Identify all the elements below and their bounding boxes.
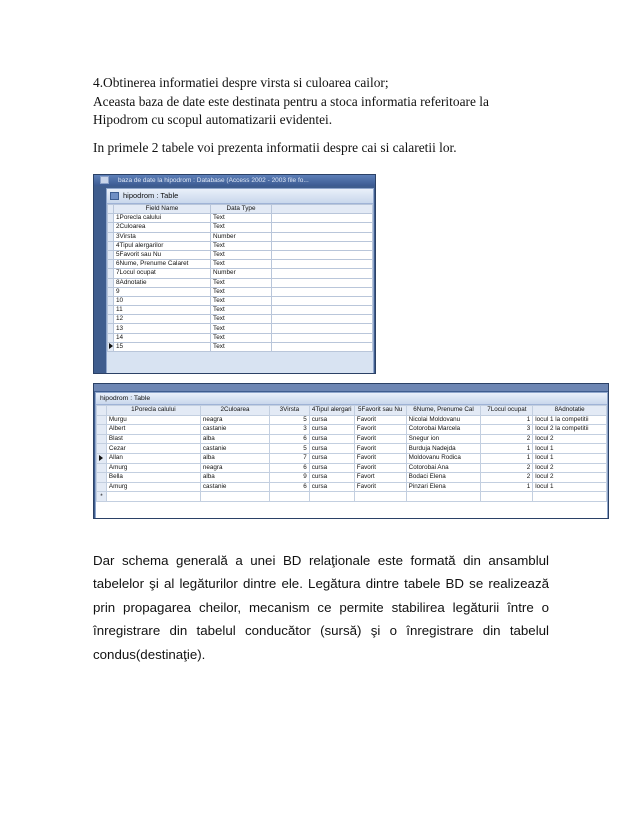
table-row[interactable] [97,463,607,473]
field-name-cell[interactable]: 10 [114,296,211,305]
table-cell[interactable]: 6 [270,463,310,473]
table-cell[interactable]: castanie [200,482,269,492]
design-row[interactable] [108,324,373,333]
field-name-cell[interactable]: 8Adnotatie [114,278,211,287]
description-cell[interactable] [272,214,373,223]
description-cell[interactable] [272,296,373,305]
table-cell[interactable]: 7 [270,453,310,463]
table-cell[interactable]: Amurg [106,482,200,492]
table-cell[interactable]: locul 2 [533,434,607,444]
current-row-arrow-icon [99,455,103,461]
design-window-titlebar [107,189,373,204]
design-row[interactable] [108,306,373,315]
intro-line-4: In primele 2 tabele voi prezenta informatii despre cai si calaretii lor. [93,139,457,155]
table-cell[interactable]: cursa [309,434,354,444]
table-cell[interactable]: Bella [106,473,200,483]
table-cell[interactable]: 1 [481,444,533,454]
current-row-arrow-icon [109,343,113,349]
row-selector[interactable] [97,453,107,463]
data-type-cell[interactable]: Text [211,241,272,250]
data-type-cell[interactable]: Text [211,315,272,324]
table-cell[interactable]: Cotorobai Marcela [406,425,481,435]
field-name-cell[interactable]: 1Porecla calului [114,214,211,223]
description-cell[interactable] [272,241,373,250]
table-cell[interactable]: neagra [200,463,269,473]
table-cell[interactable] [533,492,607,502]
table-cell[interactable]: 1 [481,453,533,463]
design-row[interactable] [108,269,373,278]
table-cell[interactable]: Favorit [354,482,406,492]
table-cell[interactable] [354,492,406,502]
intro-text [93,74,553,157]
table-cell[interactable]: Burduja Nadejda [406,444,481,454]
field-name-cell[interactable]: 13 [114,324,211,333]
data-type-cell[interactable]: Number [211,269,272,278]
intro-line-3: Hipodrom cu scopul automatizarii evidentei. [93,112,333,128]
table-cell[interactable]: locul 1 [533,453,607,463]
table-cell[interactable]: Moldovanu Rodica [406,453,481,463]
data-type-cell[interactable]: Text [211,250,272,259]
row-selector-header [97,406,107,416]
data-type-cell[interactable]: Text [211,296,272,305]
description-cell[interactable] [272,324,373,333]
closing-paragraph: Dar schema generală a unei BD relaţionale este formată din ansamblul tabelelor şi al legăturilor dintre ele. Legătura dintre tabele BD se realizează prin propagarea cheilor, mecanism ce permite stabilirea legăturii între o înregistrare din tabelul conducător (sursă) şi o înregistrare din tabelul condus(destinaţie). [93,553,549,662]
table-cell[interactable]: cursa [309,473,354,483]
field-name-cell[interactable]: 3Virsta [114,232,211,241]
row-selector[interactable] [97,473,107,483]
column-header[interactable]: 4Tipul alergari [309,406,354,416]
table-cell[interactable]: Favorit [354,453,406,463]
datasheet-grid [96,405,607,502]
table-cell[interactable]: cursa [309,425,354,435]
description-cell[interactable] [272,342,373,351]
table-row[interactable] [97,425,607,435]
table-cell[interactable]: locul 2 [533,473,607,483]
table-row[interactable] [97,434,607,444]
data-type-cell[interactable]: Text [211,333,272,342]
data-type-cell[interactable]: Text [211,324,272,333]
table-cell[interactable]: Nicolai Moldovanu [406,415,481,425]
table-cell[interactable]: locul 2 la competitii [533,425,607,435]
table-cell[interactable]: alba [200,453,269,463]
table-cell[interactable]: Allan [106,453,200,463]
table-cell[interactable]: Favorit [354,415,406,425]
field-name-cell[interactable]: 4Tipul alergarilor [114,241,211,250]
design-row[interactable] [108,250,373,259]
table-cell[interactable]: 9 [270,473,310,483]
row-selector[interactable] [97,415,107,425]
field-name-cell[interactable]: 9 [114,287,211,296]
table-cell[interactable]: castanie [200,425,269,435]
access-title-strip [94,384,608,391]
table-cell[interactable]: 6 [270,482,310,492]
table-cell[interactable]: 6 [270,434,310,444]
field-name-cell[interactable]: 14 [114,333,211,342]
description-cell[interactable] [272,306,373,315]
data-type-header: Data Type [211,205,272,214]
table-cell[interactable]: locul 1 [533,482,607,492]
field-name-cell[interactable]: 6Nume, Prenume Calaret [114,260,211,269]
table-cell[interactable]: castanie [200,444,269,454]
design-row[interactable] [108,333,373,342]
table-row[interactable] [97,453,607,463]
table-cell[interactable]: Favorit [354,434,406,444]
table-cell[interactable]: neagra [200,415,269,425]
row-selector[interactable] [97,444,107,454]
table-cell[interactable]: Favorit [354,463,406,473]
table-cell[interactable]: locul 1 la competitii [533,415,607,425]
table-row[interactable] [97,473,607,483]
data-type-cell[interactable]: Text [211,214,272,223]
field-name-cell[interactable]: 5Favorit sau Nu [114,250,211,259]
table-cell[interactable] [106,492,200,502]
access-app-title-text: baza de date la hipodrom : Database (Access 2002 - 2003 file fo... [118,177,309,184]
data-type-cell[interactable]: Text [211,278,272,287]
data-type-cell[interactable]: Text [211,223,272,232]
data-type-cell[interactable]: Text [211,306,272,315]
intro-line-1: 4.Obtinerea informatiei despre virsta si culoarea cailor; [93,75,389,90]
design-grid [107,204,373,352]
table-cell[interactable] [406,492,481,502]
table-cell[interactable]: 2 [481,434,533,444]
table-cell[interactable]: locul 1 [533,444,607,454]
table-cell[interactable]: Albert [106,425,200,435]
table-cell[interactable]: cursa [309,415,354,425]
design-row[interactable] [108,278,373,287]
row-selector[interactable] [97,482,107,492]
design-row[interactable] [108,260,373,269]
table-cell[interactable]: cursa [309,453,354,463]
field-name-cell[interactable]: 12 [114,315,211,324]
data-type-cell[interactable]: Text [211,342,272,351]
table-cell[interactable]: cursa [309,463,354,473]
row-selector[interactable] [97,463,107,473]
table-row[interactable] [97,482,607,492]
field-name-cell[interactable]: 11 [114,306,211,315]
table-row[interactable] [97,415,607,425]
description-cell[interactable] [272,250,373,259]
table-cell[interactable]: cursa [309,482,354,492]
table-cell[interactable]: 5 [270,415,310,425]
table-icon [110,192,119,200]
field-name-cell[interactable]: 2Culoarea [114,223,211,232]
column-header[interactable]: 6Nume, Prenume Cal [406,406,481,416]
new-record-marker[interactable]: * [97,492,107,502]
data-type-cell[interactable]: Text [211,260,272,269]
table-cell[interactable] [481,492,533,502]
table-cell[interactable]: 3 [481,425,533,435]
description-cell[interactable] [272,232,373,241]
table-cell[interactable]: Cotorobai Ana [406,463,481,473]
datasheet-window-title: hipodrom : Table [96,393,607,405]
table-cell[interactable]: Pinzari Elena [406,482,481,492]
table-cell[interactable]: Favort [354,473,406,483]
description-cell[interactable] [272,333,373,342]
table-cell[interactable]: Snegur ion [406,434,481,444]
column-header[interactable]: 1Porecla calului [106,406,200,416]
table-row[interactable] [97,444,607,454]
table-cell[interactable] [309,492,354,502]
column-header[interactable]: 7Locul ocupat [481,406,533,416]
table-cell[interactable]: 2 [481,463,533,473]
design-row[interactable] [108,296,373,305]
field-name-cell[interactable]: 7Locul ocupat [114,269,211,278]
design-row[interactable] [108,342,373,351]
table-cell[interactable]: cursa [309,444,354,454]
access-app-icon [100,176,109,184]
table-cell[interactable]: 2 [481,473,533,483]
new-record-row[interactable] [97,492,607,502]
design-row[interactable] [108,241,373,250]
datasheet-view-screenshot [93,383,609,519]
description-cell[interactable] [272,260,373,269]
design-table-window [106,188,374,374]
table-cell[interactable] [200,492,269,502]
design-row[interactable] [108,223,373,232]
field-name-cell[interactable]: 15 [114,342,211,351]
table-cell[interactable]: locul 2 [533,463,607,473]
design-row[interactable] [108,315,373,324]
column-header[interactable]: 2Culoarea [200,406,269,416]
field-name-header: Field Name [114,205,211,214]
column-header[interactable]: 3Virsta [270,406,310,416]
design-row[interactable] [108,214,373,223]
data-type-cell[interactable]: Number [211,232,272,241]
table-cell[interactable]: 1 [481,415,533,425]
table-cell[interactable]: 3 [270,425,310,435]
table-cell[interactable]: Favorit [354,444,406,454]
column-header[interactable]: 8Adnotatie [533,406,607,416]
row-selector[interactable] [97,434,107,444]
table-cell[interactable]: Blast [106,434,200,444]
table-cell[interactable]: Bodaci Elena [406,473,481,483]
data-type-cell[interactable]: Text [211,287,272,296]
table-cell[interactable]: Cezar [106,444,200,454]
table-cell[interactable]: alba [200,473,269,483]
table-cell[interactable]: 5 [270,444,310,454]
access-app-title [94,175,375,186]
table-cell[interactable]: 1 [481,482,533,492]
row-selector[interactable] [97,425,107,435]
design-view-screenshot [93,174,376,374]
design-row[interactable] [108,232,373,241]
table-cell[interactable]: Amurg [106,463,200,473]
description-cell[interactable] [272,223,373,232]
design-row[interactable] [108,287,373,296]
description-header [272,205,373,214]
table-cell[interactable] [270,492,310,502]
datasheet-table-window [95,392,608,519]
description-cell[interactable] [272,287,373,296]
intro-line-2: Aceasta baza de date este destinata pentru a stoca informatia referitoare la [93,93,489,109]
column-header[interactable]: 5Favorit sau Nu [354,406,406,416]
description-cell[interactable] [272,315,373,324]
description-cell[interactable] [272,278,373,287]
table-cell[interactable]: alba [200,434,269,444]
table-cell[interactable]: Favorit [354,425,406,435]
description-cell[interactable] [272,269,373,278]
table-cell[interactable]: Murgu [106,415,200,425]
design-window-title: hipodrom : Table [123,191,179,200]
